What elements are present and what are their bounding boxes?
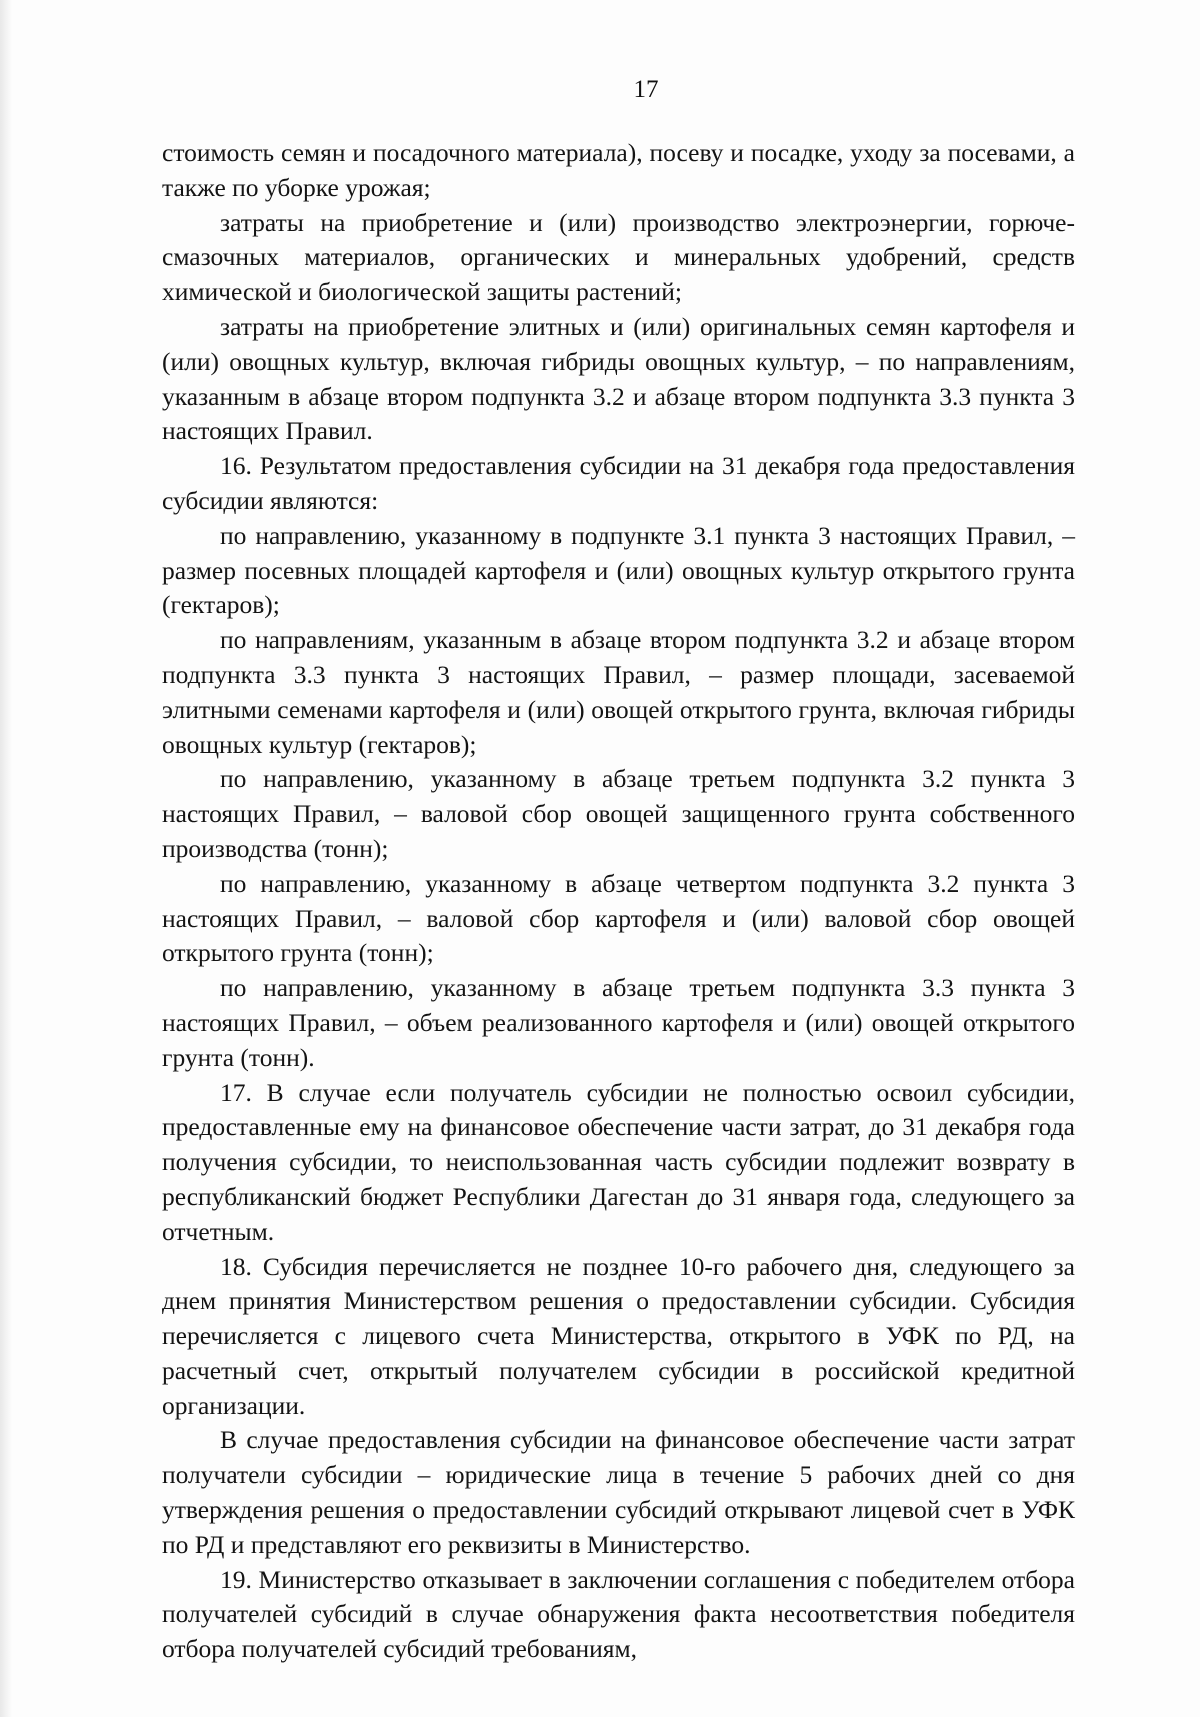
paragraph-17-return: 17. В случае если получатель субсидии не полностью освоил субсидии, предоставленные ему на финансовое обеспечение части затрат, до 31 декабря года получения субсидии, то неиспользованная часть субсидии подлежит возврату в республиканский бюджет Республики Дагестан до 31 января года, следующего за отчетным. (162, 1077, 1075, 1246)
paragraph-continuation: стоимость семян и посадочного материала), посеву и посадке, уходу за посевами, а также по уборке урожая; (162, 138, 1075, 202)
paragraph-result-3-3-third: по направлению, указанному в абзаце третьем подпункта 3.3 пункта 3 настоящих Правил, – объем реализованного картофеля и (или) овощей открытого грунта (тонн). (162, 973, 1075, 1072)
page-edge-shadow (0, 0, 12, 1717)
page-number: 17 (633, 76, 659, 103)
paragraph-result-3-1: по направлению, указанному в подпункте 3.1 пункта 3 настоящих Правил, – размер посевных площадей картофеля и (или) овощных культур открытого грунта (гектаров); (162, 520, 1075, 620)
paragraph-result-3-2-3-3: по направлениям, указанным в абзаце втором подпункта 3.2 и абзаце втором подпункта 3.3 пункта 3 настоящих Правил, – размер площади, засеваемой элитными семенами картофеля и (или) овощей открытого грунта, включая гибриды овощных культур (гектаров); (162, 625, 1075, 759)
paragraph-18-account: В случае предоставления субсидии на финансовое обеспечение части затрат получатели субсидии – юридические лица в течение 5 рабочих дней со дня утверждения решения о предоставлении субсидий открывают лицевой счет в УФК по РД и представляют его реквизиты в Министерство. (162, 1425, 1075, 1559)
body-text (162, 136, 1075, 1667)
paragraph-result-3-2-fourth: по направлению, указанному в абзаце четвертом подпункта 3.2 пункта 3 настоящих Правил, – валовой сбор картофеля и (или) валовой сбор овощей открытого грунта (тонн); (162, 868, 1075, 968)
paragraph-16-result: 16. Результатом предоставления субсидии на 31 декабря года предоставления субсидии являются: (162, 451, 1075, 515)
paragraph-18-transfer: 18. Субсидия перечисляется не позднее 10-го рабочего дня, следующего за днем принятия Министерством решения о предоставлении субсидии. Субсидия перечисляется с лицевого счета Министерства, открытого в УФК по РД, на расчетный счет, открытый получателем субсидии в российской кредитной организации. (162, 1251, 1075, 1420)
paragraph-result-3-2-third: по направлению, указанному в абзаце третьем подпункта 3.2 пункта 3 настоящих Правил, – валовой сбор овощей защищенного грунта собственного производства (тонн); (162, 764, 1075, 863)
paragraph-costs-energy: затраты на приобретение и (или) производство электроэнергии, горюче-смазочных материалов, органических и минеральных удобрений, средств химической и биологической защиты растений; (162, 207, 1075, 307)
paragraph-costs-seeds: затраты на приобретение элитных и (или) оригинальных семян картофеля и (или) овощных культур, включая гибриды овощных культур, – по направлениям, указанным в абзаце втором подпункта 3.2 и абзаце втором подпункта 3.3 пункта 3 настоящих Правил. (162, 311, 1075, 446)
paragraph-19-refusal: 19. Министерство отказывает в заключении соглашения с победителем отбора получателей субсидий в случае обнаружения факта несоответствия победителя отбора получателей субсидий требованиям, (162, 1564, 1075, 1664)
